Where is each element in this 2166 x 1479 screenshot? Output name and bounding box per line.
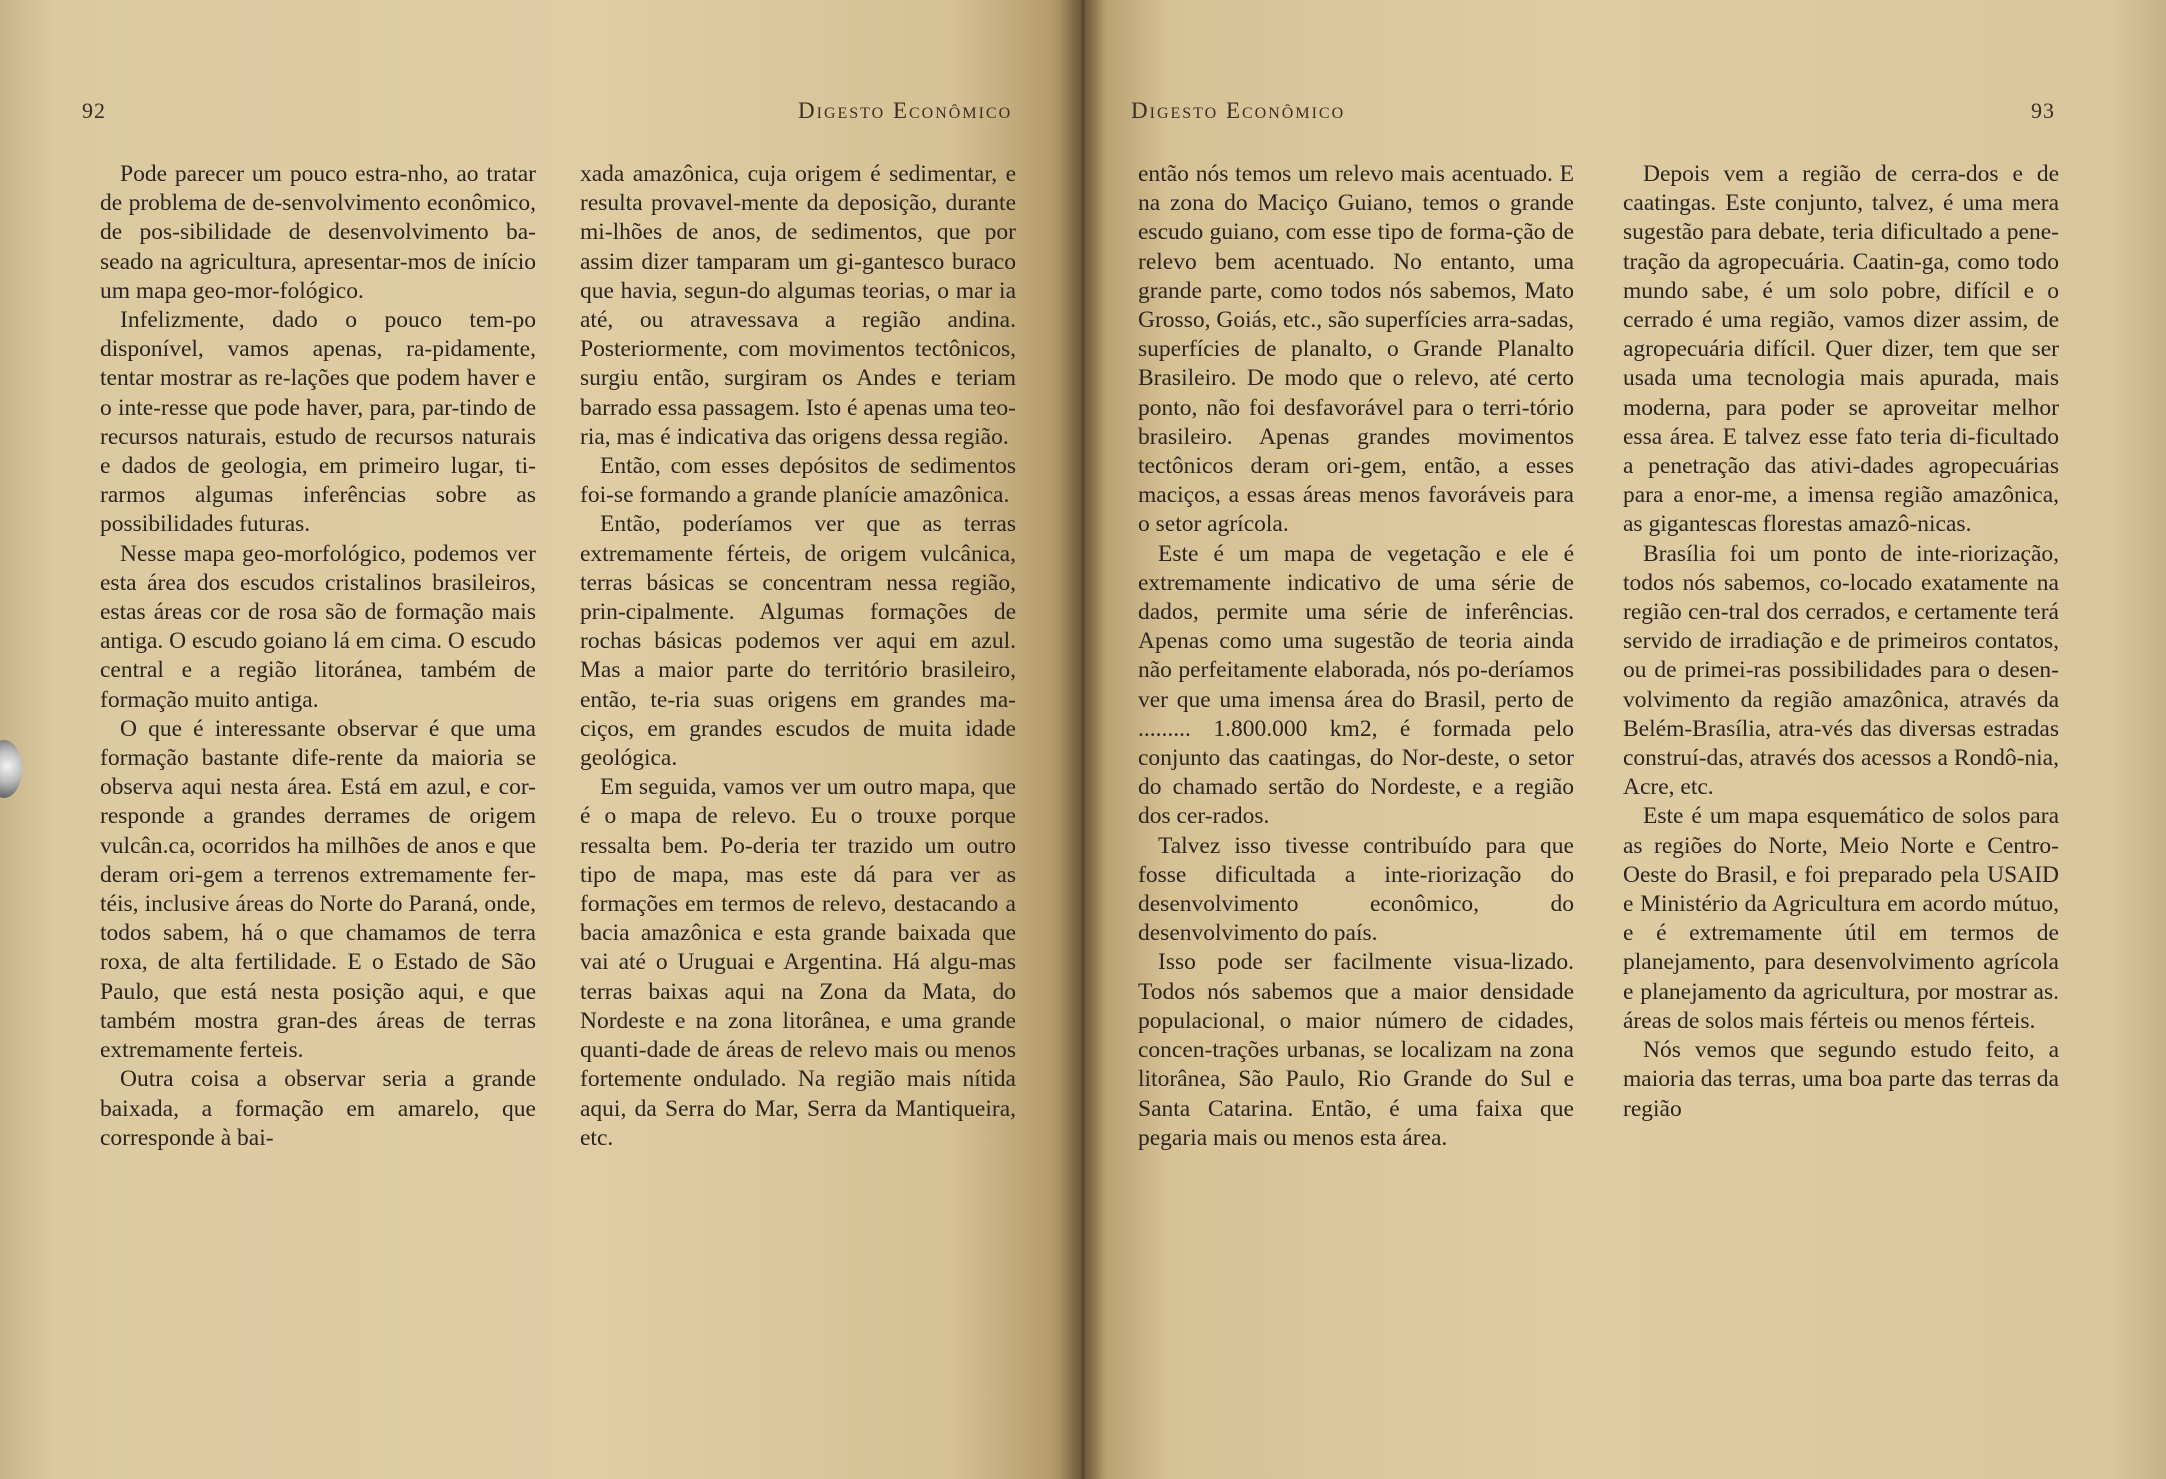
left-page-column-2 xyxy=(580,160,1016,1153)
paragraph: Este é um mapa esquemático de solos para as regiões do Norte, Meio Norte e Centro-Oeste do Brasil, e foi preparado pela USAID e Ministério da Agricultura em acordo mútuo, e é extremamente útil em termos de planejamento, para desenvolvimento agrícola e planejamento da agricultura, por mostrar as. áreas de solos mais férteis ou menos férteis. xyxy=(1623,803,2059,1034)
paragraph: Pode parecer um pouco estra-nho, ao tratar de problema de de-senvolvimento econômico, de pos-sibilidade de desenvolvimento ba-seado na agricultura, apresentar-mos de início um mapa geo-mor-fológico. xyxy=(100,161,536,304)
paragraph: Infelizmente, dado o pouco tem-po disponível, vamos apenas, ra-pidamente, tentar mostrar as re-lações que podem haver e o inte-resse que pode haver, para, par-tindo de recursos naturais, estudo de recursos naturais e dados de geologia, em primeiro lugar, ti-rarmos algumas inferências sobre as possibilidades futuras. xyxy=(100,307,536,538)
page-number-right: 93 xyxy=(2031,98,2055,123)
paragraph: Este é um mapa de vegetação e ele é extremamente indicativo de uma série de dados, permite uma série de inferências. Apenas como uma sugestão de teoria ainda não perfeitamente elaborada, nós po-deríamos ver que uma imensa área do Brasil, perto de ......... 1.800.000 km2, é formada pelo conjunto das caatingas, do Nor-deste, o setor do chamado sertão do Nordeste, e a região dos cer-rados. xyxy=(1138,540,1574,830)
paragraph: Então, poderíamos ver que as terras extremamente férteis, de origem vulcânica, terras básicas se concentram nessa região, prin-cipalmente. Algumas formações de rochas básicas podemos ver aqui em azul. Mas a maior parte do território brasileiro, então, te-ria suas origens em grandes ma-ciços, em grandes escudos de muita idade geológica. xyxy=(580,511,1016,772)
running-head-right: Digesto Econômico xyxy=(1131,98,1346,123)
paragraph: Então, com esses depósitos de sedimentos foi-se formando a grande planície amazônica. xyxy=(580,453,1016,509)
paragraph: O que é interessante observar é que uma formação bastante dife-rente da maioria se observa aqui nesta área. Está em azul, e cor-responde a grandes derrames de origem vulcân.ca, ocorridos ha milhões de anos e que deram ori-gem a terrenos extremamente fer-téis, inclusive áreas do Norte do Paraná, onde, todos sabem, há o que chamamos de terra roxa, de alta fertilidade. E o Estado de São Paulo, que está nesta posição aqui, e que também mostra gran-des áreas de terras extremamente ferteis. xyxy=(100,715,536,1064)
paragraph: Depois vem a região de cerra-dos e de caatingas. Este conjunto, talvez, é uma mera sugestão para debate, teria dificultado a pene-tração da agropecuária. Caatin-ga, como todo mundo sabe, é um solo pobre, difícil e o cerrado é uma região, vamos dizer assim, de agropecuária difícil. Quer dizer, tem que ser usada uma tecnologia mais apurada, mais moderna, para poder se aproveitar melhor essa área. E talvez esse fato teria di-ficultado a penetração das ativi-dades agropecuárias para a enor-me, a imensa região amazônica, as gigantescas florestas amazô-nicas. xyxy=(1623,161,2059,538)
right-page-column-2 xyxy=(1623,160,2059,1124)
paragraph: Outra coisa a observar seria a grande baixada, a formação em amarelo, que corresponde à bai- xyxy=(100,1066,536,1151)
right-page-column-1 xyxy=(1138,160,1574,1153)
paragraph: xada amazônica, cuja origem é sedimentar, e resulta provavel-mente da deposição, durante mi-lhões de anos, de sedimentos, que por assim dizer tamparam um gi-gantesco buraco que havia, segun-do algumas teorias, o mar ia até, ou atravessava a região andina. Posteriormente, com movimentos tectônicos, surgiu então, surgiram os Andes e teriam barrado essa passagem. Isto é apenas uma teo-ria, mas é indicativa das origens dessa região. xyxy=(580,161,1016,450)
running-head-left: Digesto Econômico xyxy=(798,98,1013,123)
paragraph: Nós vemos que segundo estudo feito, a maioria das terras, uma boa parte das terras da região xyxy=(1623,1037,2059,1122)
paragraph: então nós temos um relevo mais acentuado. E na zona do Maciço Guiano, temos o grande escudo guiano, com esse tipo de forma-ção de relevo bem acentuado. No entanto, uma grande parte, como todos nós sabemos, Mato Grosso, Goiás, etc., são superfícies arra-sadas, superfícies de planalto, o Grande Planalto Brasileiro. De modo que o relevo, até certo ponto, não foi desfavorável para o terri-tório brasileiro. Apenas grandes movimentos tectônicos deram ori-gem, então, a esses maciços, a essas áreas menos favoráveis para o setor agrícola. xyxy=(1138,161,1574,538)
paragraph: Isso pode ser facilmente visua-lizado. Todos nós sabemos que a maior densidade populacional, o maior número de cidades, concen-trações urbanas, se localizam na zona litorânea, São Paulo, Rio Grande do Sul e Santa Catarina. Então, é uma faixa que pegaria mais ou menos esta área. xyxy=(1138,949,1574,1151)
paragraph: Nesse mapa geo-morfológico, podemos ver esta área dos escudos cristalinos brasileiros, estas áreas cor de rosa são de formação mais antiga. O escudo goiano lá em cima. O escudo central e a região litoránea, também de formação muito antiga. xyxy=(100,540,536,713)
paragraph: Talvez isso tivesse contribuído para que fosse dificultada a inte-riorização do desenvolvimento econômico, do desenvolvimento do país. xyxy=(1138,832,1574,947)
paragraph: Em seguida, vamos ver um outro mapa, que é o mapa de relevo. Eu o trouxe porque ressalta bem. Po-deria ter trazido um outro tipo de mapa, mas este dá para ver as formações em termos de relevo, destacando a bacia amazônica e esta grande baixada que vai até o Uruguai e Argentina. Há algu-mas terras baixas aqui na Zona da Mata, do Nordeste e na zona litorânea, e uma grande quanti-dade de áreas de relevo mais ou menos fortemente ondulado. Na região mais nítida aqui, da Serra do Mar, Serra da Mantiqueira, etc. xyxy=(580,774,1016,1151)
left-page-column-1 xyxy=(100,160,536,1153)
paragraph: Brasília foi um ponto de inte-riorização, todos nós sabemos, co-locado exatamente na região cen-tral dos cerrados, e certamente terá servido de irradiação e de primeiros contatos, ou de primei-ras possibilidades para o desen-volvimento da região amazônica, através da Belém-Brasília, atra-vés das diversas estradas construí-das, através dos acessos a Rondô-nia, Acre, etc. xyxy=(1623,540,2059,801)
binding-clip xyxy=(0,740,22,798)
page-number-left: 92 xyxy=(82,98,106,123)
right-page xyxy=(1083,0,2166,1479)
